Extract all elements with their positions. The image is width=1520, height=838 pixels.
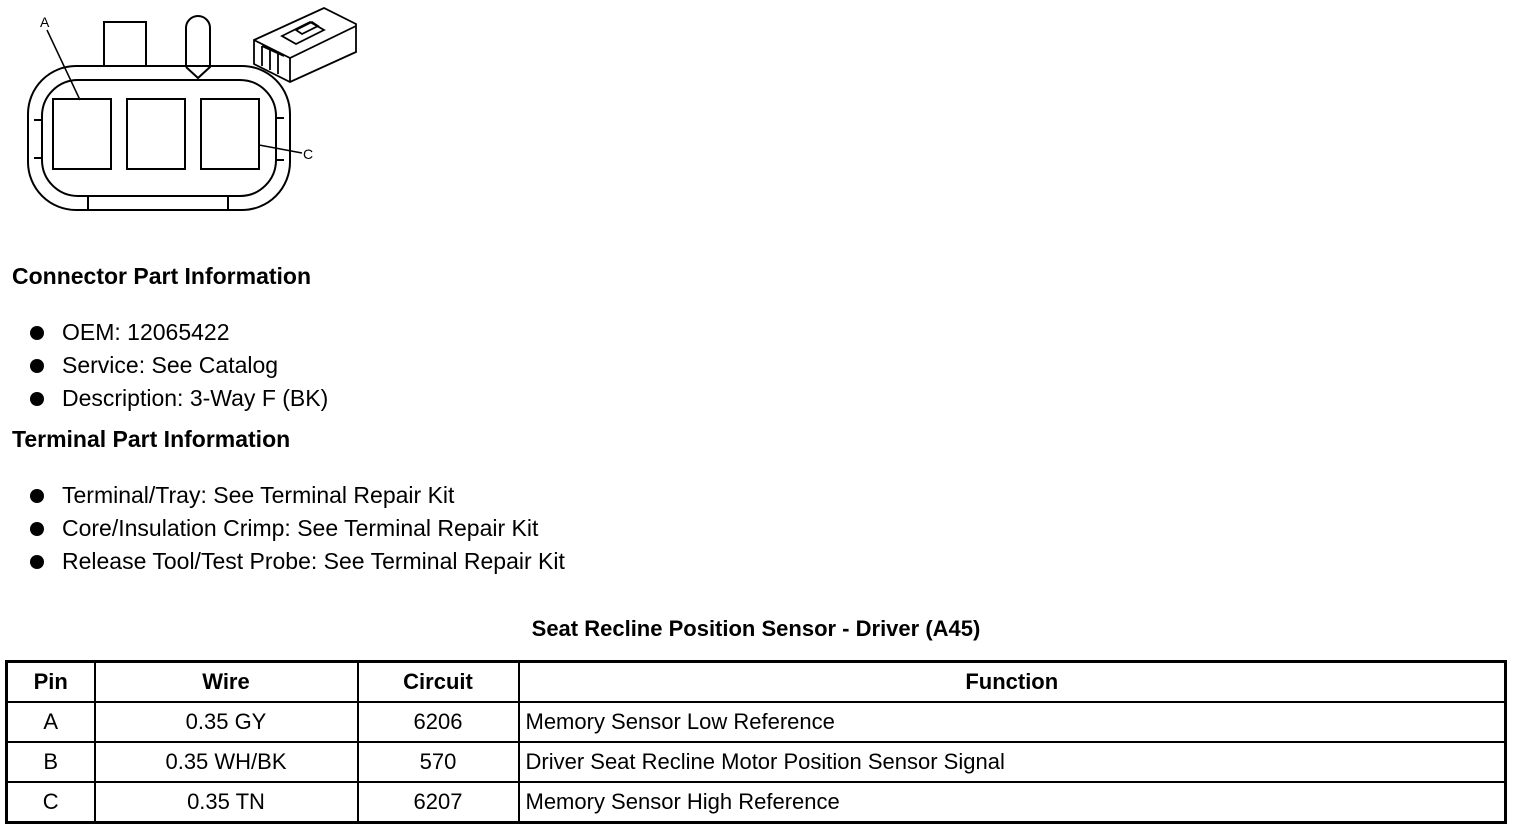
list-item — [26, 316, 328, 349]
header-function: Function — [519, 662, 1506, 703]
list-item-text: Description: 3-Way F (BK) — [62, 385, 329, 411]
cell-circuit: 6206 — [358, 702, 519, 742]
list-item — [26, 349, 328, 382]
list-item-text: Terminal/Tray: See Terminal Repair Kit — [62, 482, 455, 508]
cavity-a — [53, 99, 111, 169]
connector-latch-left — [104, 22, 146, 67]
connector-latch-right — [186, 16, 210, 78]
connector-body-inner — [42, 80, 276, 196]
table-title: Seat Recline Position Sensor - Driver (A45) — [531, 616, 981, 641]
list-item — [26, 382, 328, 415]
label-c: C — [303, 146, 314, 162]
cell-wire: 0.35 TN — [95, 782, 358, 823]
connector-info-heading: Connector Part Information — [12, 263, 312, 289]
bullet-icon — [30, 392, 44, 406]
cell-function: Memory Sensor High Reference — [519, 782, 1506, 823]
bullet-icon — [30, 359, 44, 373]
list-item-text: OEM: 12065422 — [62, 319, 230, 345]
terminal-info-list — [26, 479, 565, 578]
header-circuit: Circuit — [358, 662, 519, 703]
cell-pin: B — [7, 742, 95, 782]
table-row — [7, 742, 1506, 782]
bullet-icon — [30, 326, 44, 340]
cell-circuit: 6207 — [358, 782, 519, 823]
list-item — [26, 512, 565, 545]
table-header-row — [7, 662, 1506, 703]
connector-info-list — [26, 316, 328, 415]
cell-circuit: 570 — [358, 742, 519, 782]
list-item-text: Release Tool/Test Probe: See Terminal Repair Kit — [62, 548, 565, 574]
connector-isometric-icon — [254, 8, 356, 82]
connector-body-outer — [28, 66, 290, 210]
header-wire: Wire — [95, 662, 358, 703]
cell-wire: 0.35 GY — [95, 702, 358, 742]
list-item-text: Core/Insulation Crimp: See Terminal Repair Kit — [62, 515, 539, 541]
bullet-icon — [30, 555, 44, 569]
leader-line-c — [259, 145, 302, 153]
cell-wire: 0.35 WH/BK — [95, 742, 358, 782]
list-item — [26, 479, 565, 512]
cell-function: Memory Sensor Low Reference — [519, 702, 1506, 742]
list-item — [26, 545, 565, 578]
list-item-text: Service: See Catalog — [62, 352, 279, 378]
pinout-table — [5, 660, 1507, 824]
connector-diagram — [0, 0, 380, 225]
cavity-c — [201, 99, 259, 169]
leader-line-a — [47, 30, 80, 100]
bullet-icon — [30, 489, 44, 503]
bullet-icon — [30, 522, 44, 536]
terminal-info-heading: Terminal Part Information — [12, 426, 291, 452]
cavity-b — [127, 99, 185, 169]
cell-function: Driver Seat Recline Motor Position Sensor Signal — [519, 742, 1506, 782]
table-row — [7, 782, 1506, 823]
table-row — [7, 702, 1506, 742]
label-a: A — [40, 14, 50, 30]
cell-pin: C — [7, 782, 95, 823]
cell-pin: A — [7, 702, 95, 742]
header-pin: Pin — [7, 662, 95, 703]
